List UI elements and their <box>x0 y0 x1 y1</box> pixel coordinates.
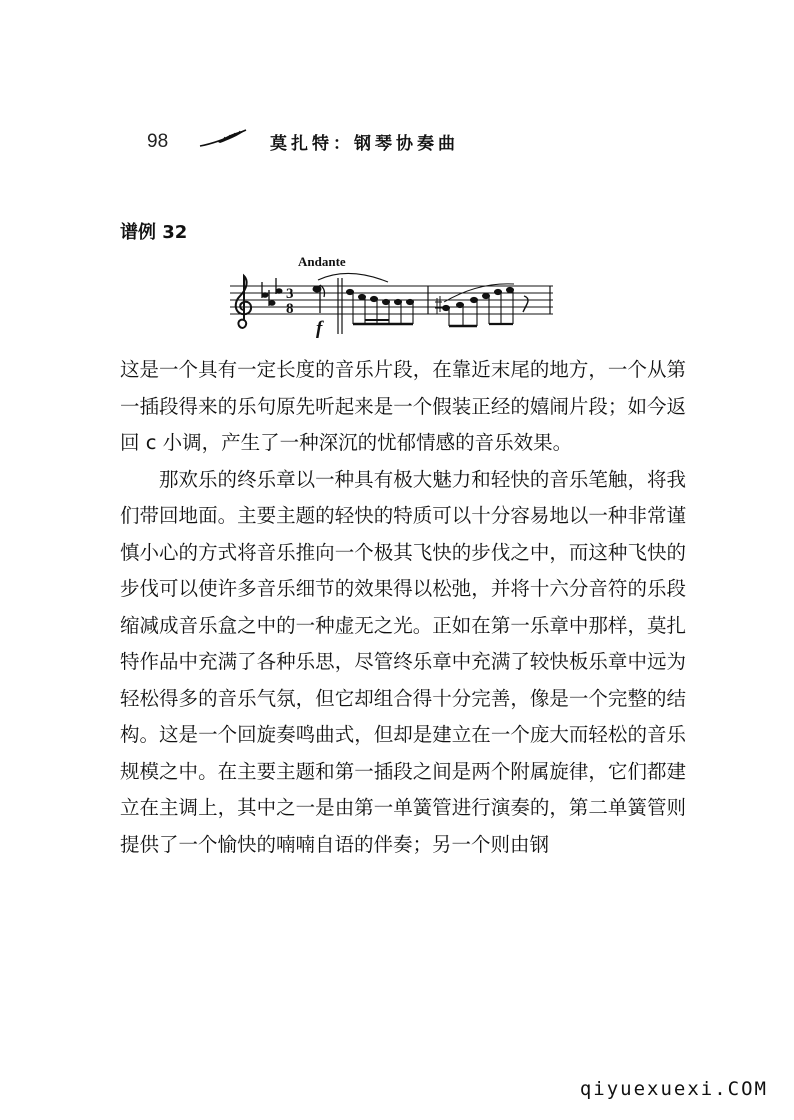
running-head-title: 莫扎特：钢琴协奏曲 <box>270 134 459 154</box>
watermark: qiyuexuexi.COM <box>579 1078 768 1100</box>
body-text <box>120 352 686 863</box>
paragraph: 那欢乐的终乐章以一种具有极大魅力和轻快的音乐笔触，将我们带回地面。主要主题的轻快的特质可以十分容易地以一种非常谨慎小心的方式将音乐推向一个极其飞快的步伐之中，而这种飞快的步伐可以使许多音乐细节的效果得以松弛，并将十六分音符的乐段缩减成音乐盒之中的一种虚无之光。正如在第一乐章中那样，莫扎特作品中充满了各种乐思，尽管终乐章中充满了较快板乐章中远为轻松得多的音乐气氛，但它却组合得十分完善，像是一个完整的结构。这是一个回旋奏鸣曲式，但却是建立在一个庞大而轻松的音乐规模之中。在主要主题和第一插段之间是两个附属旋律，它们都建立在主调上，其中之一是由第一单簧管进行演奏的，第二单簧管则提供了一个愉快的喃喃自语的伴奏；另一个则由钢 <box>120 467 686 856</box>
treble-clef-icon <box>236 276 251 328</box>
svg-text:8: 8 <box>286 301 294 317</box>
quill-ornament-icon <box>198 128 248 150</box>
key-signature-flats-icon <box>262 278 282 306</box>
time-signature-icon <box>286 286 294 317</box>
notes-group <box>313 273 550 334</box>
paragraph: 这是一个具有一定长度的音乐片段，在靠近末尾的地方，一个从第一插段得来的乐句原先听起来是一个假装正经的嬉闹片段；如今返回 c 小调，产生了一种深沉的忧郁情感的音乐效果。 <box>120 358 686 454</box>
page-number: 98 <box>147 131 169 152</box>
music-score-excerpt <box>228 268 558 343</box>
music-example-label: 谱例 32 <box>120 222 188 243</box>
tempo-marking: Andante <box>298 254 346 269</box>
svg-text:3: 3 <box>286 286 294 302</box>
dynamic-marking: f <box>316 318 323 339</box>
